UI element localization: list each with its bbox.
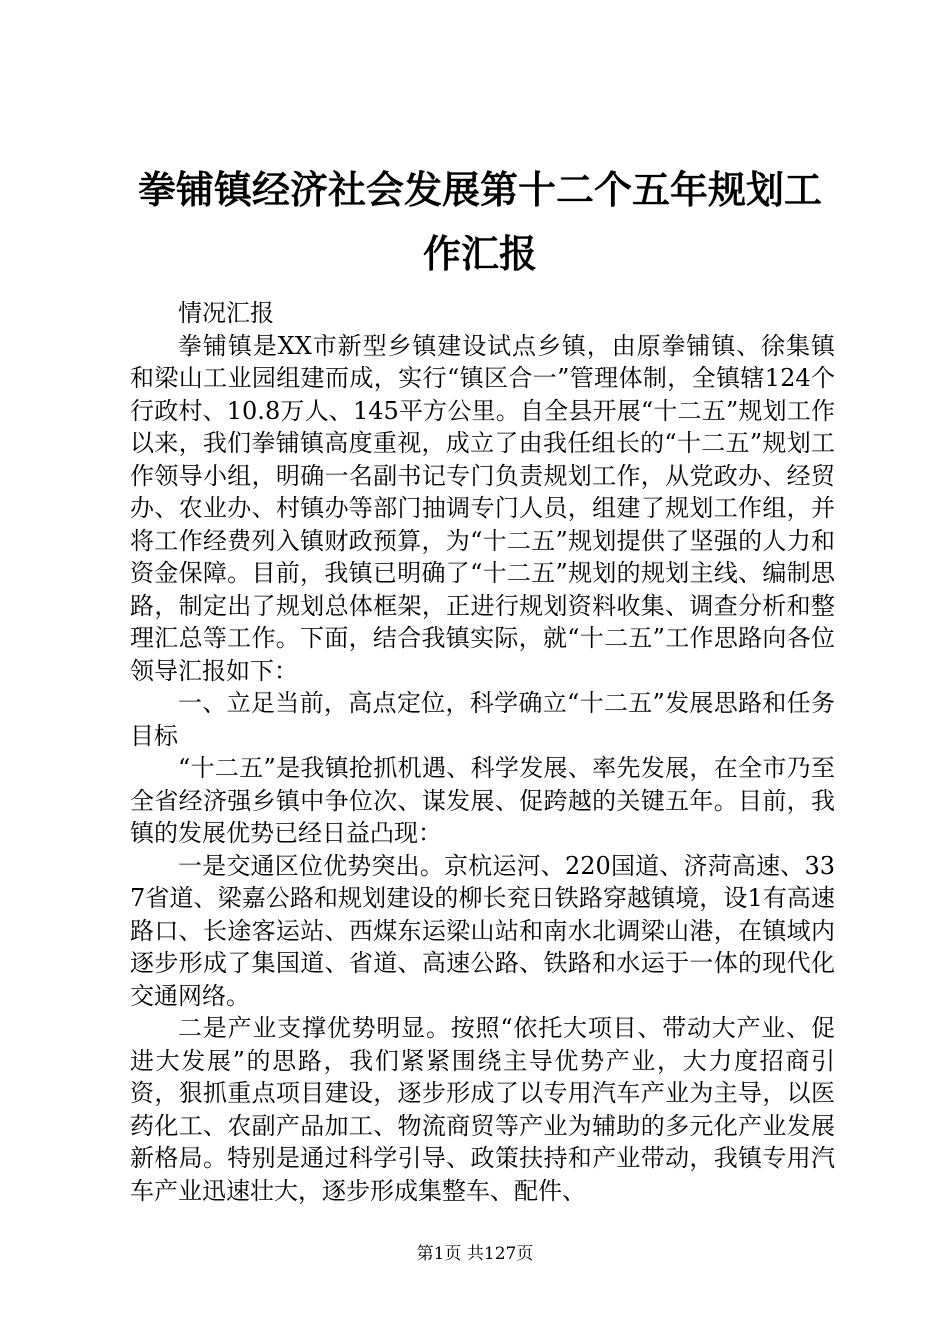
document-body [130, 297, 835, 1207]
paragraph-4: “十二五”是我镇抢抓机遇、科学发展、率先发展，在全市乃至全省经济强乡镇中争位次、谋发展、促跨越的关键五年。目前，我镇的发展优势已经日益凸现： [130, 754, 835, 847]
paragraph-5: 一是交通区位优势突出。京杭运河、220国道、济菏高速、337省道、梁嘉公路和规划建设的柳长兖日铁路穿越镇境，设1有高速路口、长途客运站、西煤东运梁山站和南水北调梁山港，在镇域内逐步形成了集国道、省道、高速公路、铁路和水运于一体的现代化交通网络。 [130, 851, 835, 1010]
paragraph-6: 二是产业支撑优势明显。按照“依托大项目、带动大产业、促进大发展”的思路，我们紧紧围绕主导优势产业，大力度招商引资，狠抓重点项目建设，逐步形成了以专用汽车产业为主导，以医药化工、农副产品加工、物流商贸等产业为辅助的多元化产业发展新格局。特别是通过科学引导、政策扶持和产业带动，我镇专用汽车产业迅速壮大，逐步形成集整车、配件、 [130, 1014, 835, 1205]
document-title: 拳铺镇经济社会发展第十二个五年规划工作汇报 [137, 167, 822, 276]
paragraph-2: 拳铺镇是XX市新型乡镇建设试点乡镇，由原拳铺镇、徐集镇和梁山工业园组建而成，实行“镇区合一”管理体制，全镇辖124个行政村、10.8万人、145平方公里。自全县开展“十二五”规划工作以来，我们拳铺镇高度重视，成立了由我任组长的“十二五”规划工作领导小组，明确一名副书记专门负责规划工作，从党政办、经贸办、农业办、村镇办等部门抽调专门人员，组建了规划工作组，并将工作经费列入镇财政预算，为“十二五”规划提供了坚强的人力和资金保障。目前，我镇已明确了“十二五”规划的规划主线、编制思路，制定出了规划总体框架，正进行规划资料收集、调查分析和整理汇总等工作。下面，结合我镇实际，就“十二五”工作思路向各位领导汇报如下： [130, 331, 835, 685]
page-footer: 第1页 共127页 [416, 1244, 534, 1264]
paragraph-3: 一、立足当前，高点定位，科学确立“十二五”发展思路和任务目标 [130, 689, 835, 750]
paragraph-1: 情况汇报 [178, 299, 274, 327]
